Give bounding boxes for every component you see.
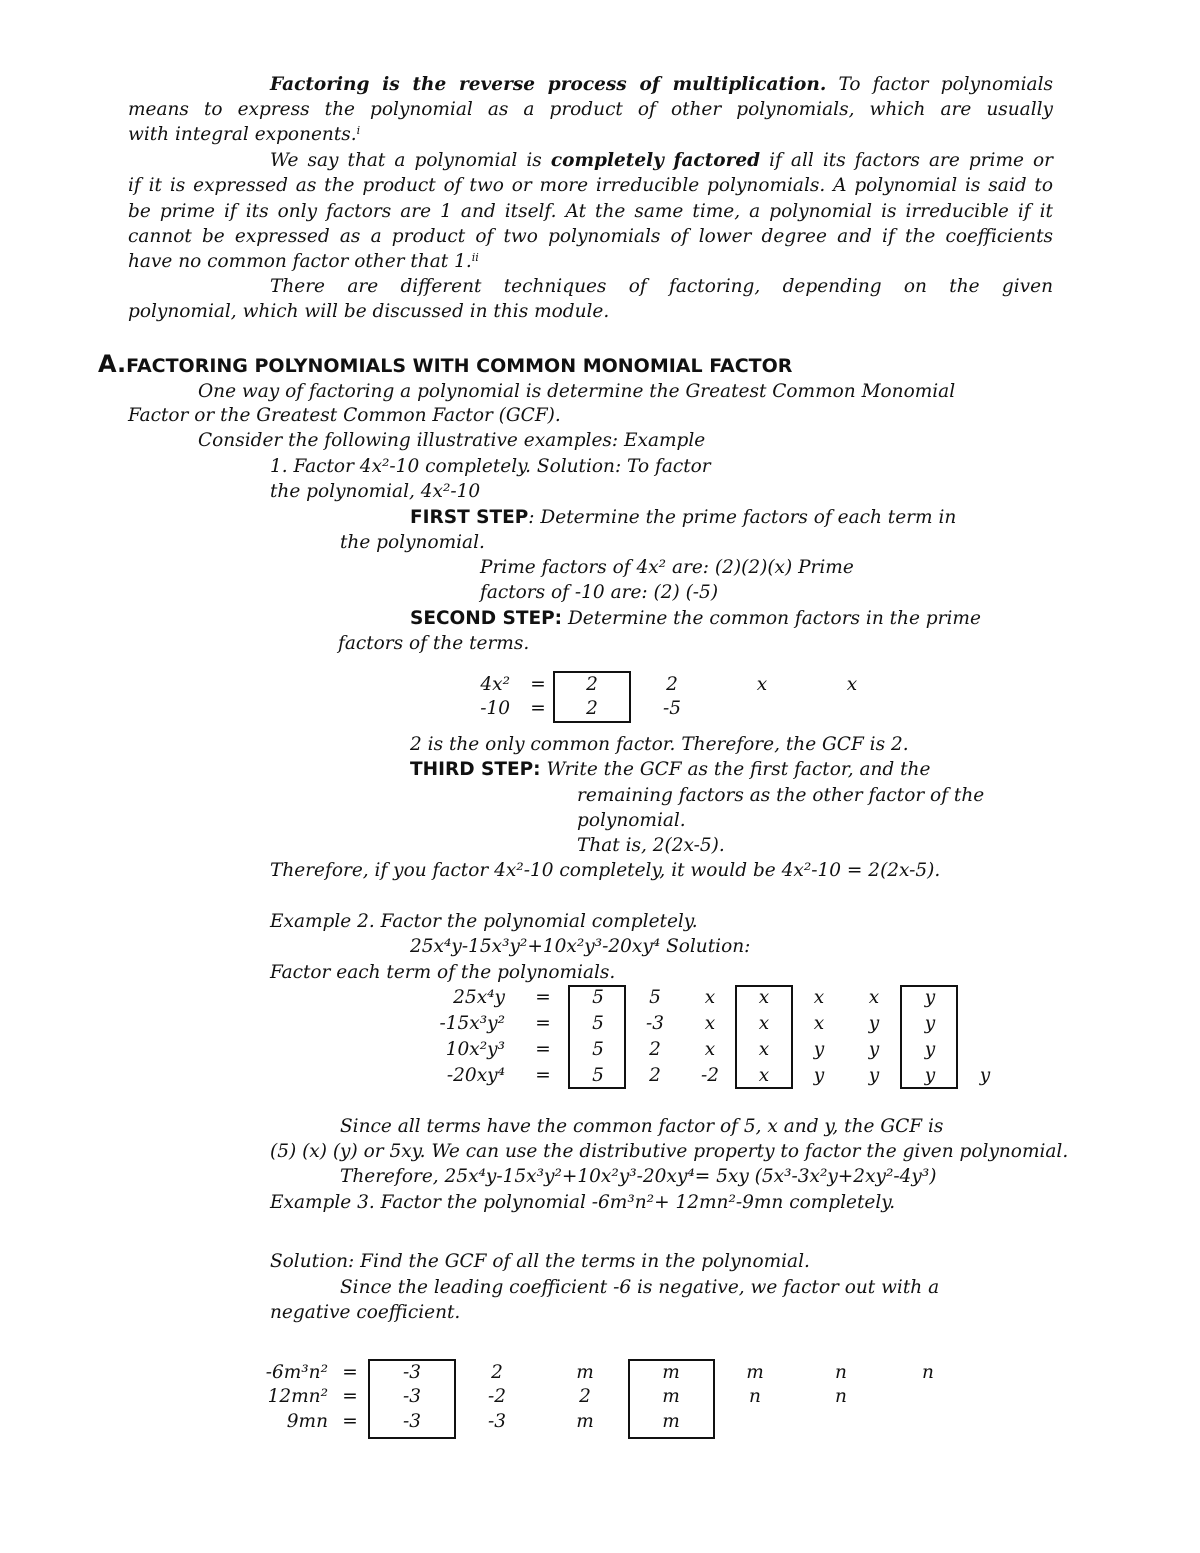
example-1-answer: Therefore, if you factor 4x²-10 completely, it would be 4x²-10 = 2(2x-5).	[270, 860, 941, 881]
intro-p2-line-5-text: have no common factor other that 1.	[128, 251, 472, 272]
t3-eq: =	[342, 1411, 358, 1432]
t3-cell: n	[749, 1386, 761, 1407]
example-2-since-line-2: (5) (x) (y) or 5xy. We can use the distributive property to factor the given polynomial.	[270, 1141, 1069, 1162]
second-step-label: SECOND STEP:	[410, 608, 563, 629]
example-3-solution: Solution: Find the GCF of all the terms in the polynomial.	[270, 1251, 810, 1272]
t2-term: 25x⁴y	[453, 987, 505, 1008]
t2-cell: y	[924, 1039, 936, 1060]
intro-line-1-rest: To factor polynomials	[826, 74, 1054, 95]
intro-p2-b: if all its factors are prime or	[760, 150, 1053, 171]
intro-p2-line-1	[128, 149, 1053, 173]
t2-cell: -2	[700, 1065, 720, 1086]
t2-cell: y	[868, 1013, 880, 1034]
example-2-instruction: Factor each term of the polynomials.	[270, 962, 616, 983]
t2-cell: y	[868, 1039, 880, 1060]
intro-p3-line-2: polynomial, which will be discussed in this module.	[128, 301, 610, 322]
t2-eq: =	[535, 1013, 551, 1034]
t2-cell: 5	[649, 987, 661, 1008]
intro-p2-line-3: be prime if its only factors are 1 and itself. At the same time, a polynomial is irreducible if it	[128, 201, 1053, 222]
t2-cell: x	[758, 987, 770, 1008]
t3-eq: =	[342, 1362, 358, 1383]
t3-cell: -3	[487, 1411, 507, 1432]
example-1-polynomial: the polynomial, 4x²-10	[270, 481, 481, 502]
example-3-leading-line-2: negative coefficient.	[270, 1302, 461, 1323]
t2-cell: 2	[649, 1065, 661, 1086]
prime-factors-line-2: factors of -10 are: (2) (-5)	[480, 582, 719, 603]
t2-eq: =	[535, 1065, 551, 1086]
t3-cell: m	[662, 1411, 680, 1432]
t3-term: -6m³n²	[265, 1362, 328, 1383]
t2-cell: y	[924, 1065, 936, 1086]
t2-eq: =	[535, 987, 551, 1008]
t2-cell: y	[924, 1013, 936, 1034]
t3-cell: n	[922, 1362, 934, 1383]
t3-cell: m	[576, 1362, 594, 1383]
section-a-heading	[98, 352, 792, 378]
t2-cell: y	[868, 1065, 880, 1086]
endnote-marker-i[interactable]: i	[356, 124, 361, 137]
t2-cell: -3	[645, 1013, 665, 1034]
first-step-label: FIRST STEP	[410, 507, 529, 528]
t3-eq: =	[342, 1386, 358, 1407]
second-step-text: Determine the common factors in the prime	[562, 608, 981, 629]
completely-factored-term: completely factored	[550, 150, 761, 171]
third-step-line	[410, 758, 930, 782]
section-a-line-2: Factor or the Greatest Common Factor (GCF).	[128, 405, 561, 426]
example-2-answer: Therefore, 25x⁴y-15x³y²+10x²y³-20xy⁴= 5xy (5x³-3x²y+2xy²-4y³)	[340, 1166, 937, 1187]
t1-cell: 2	[586, 698, 598, 719]
t3-cell: m	[662, 1362, 680, 1383]
t1-eq-2: =	[530, 698, 546, 719]
t3-cell: n	[835, 1362, 847, 1383]
t2-cell: x	[758, 1013, 770, 1034]
t2-cell: y	[813, 1039, 825, 1060]
intro-p2-line-5	[128, 250, 479, 274]
second-step-line-2: factors of the terms.	[338, 633, 530, 654]
t1-cell: 2	[666, 674, 678, 695]
t3-cell: 2	[491, 1362, 503, 1383]
t2-cell: x	[704, 1013, 716, 1034]
t2-cell: 5	[592, 1013, 604, 1034]
t3-term: 9mn	[286, 1411, 328, 1432]
t2-cell: y	[813, 1065, 825, 1086]
intro-line-3	[128, 123, 360, 147]
t2-cell: y	[924, 987, 936, 1008]
example-2-polynomial: 25x⁴y-15x³y²+10x²y³-20xy⁴ Solution:	[410, 936, 751, 957]
intro-p2-a: We say that a polynomial is	[270, 150, 551, 171]
t2-term: 10x²y³	[445, 1039, 505, 1060]
example-3-title: Example 3. Factor the polynomial -6m³n²+ 12mn²-9mn completely.	[270, 1192, 896, 1213]
section-a-title: FACTORING POLYNOMIALS WITH COMMON MONOMIAL FACTOR	[126, 355, 793, 377]
intro-p3-line-1: There are different techniques of factoring, depending on the given	[270, 276, 1053, 297]
t3-cell: 2	[579, 1386, 591, 1407]
example-3-leading-line-1: Since the leading coefficient -6 is negative, we factor out with a	[340, 1277, 940, 1298]
t1-term-2: -10	[480, 698, 510, 719]
t1-term-1: 4x²	[480, 674, 510, 695]
t2-eq: =	[535, 1039, 551, 1060]
t1-cell: -5	[662, 698, 682, 719]
example-2-since-line-1: Since all terms have the common factor of 5, x and y, the GCF is	[340, 1116, 944, 1137]
gcf-conclusion: 2 is the only common factor. Therefore, the GCF is 2.	[410, 734, 909, 755]
first-step-text: : Determine the prime factors of each term in	[528, 507, 957, 528]
t1-cell: 2	[586, 674, 598, 695]
t3-cell: -3	[402, 1411, 422, 1432]
t2-cell: 2	[649, 1039, 661, 1060]
t2-cell: x	[758, 1065, 770, 1086]
intro-line-3-text: with integral exponents.	[128, 124, 357, 145]
t1-cell: x	[756, 674, 768, 695]
third-step-line-2: remaining factors as the other factor of the	[577, 785, 985, 806]
t3-cell: -3	[402, 1386, 422, 1407]
first-step-line	[410, 506, 956, 530]
t2-term: -15x³y²	[439, 1013, 505, 1034]
intro-p2-line-4: cannot be expressed as a product of two polynomials of lower degree and if the coefficients	[128, 226, 1053, 247]
t1-cell: x	[846, 674, 858, 695]
section-a-line-1: One way of factoring a polynomial is determine the Greatest Common Monomial	[198, 381, 956, 402]
t2-term: -20xy⁴	[446, 1065, 505, 1086]
t3-cell: m	[746, 1362, 764, 1383]
intro-bold-definition: Factoring is the reverse process of multiplication.	[270, 74, 827, 95]
example-2-title: Example 2. Factor the polynomial completely.	[270, 911, 698, 932]
intro-line-2: means to express the polynomial as a product of other polynomials, which are usually	[128, 99, 1053, 120]
example-1-title: 1. Factor 4x²-10 completely. Solution: To factor	[270, 456, 711, 477]
third-step-text: Write the GCF as the first factor, and the	[540, 759, 931, 780]
third-step-line-3: polynomial.	[577, 810, 686, 831]
endnote-marker-ii[interactable]: ii	[471, 251, 479, 264]
first-step-line-2: the polynomial.	[340, 532, 485, 553]
t2-cell: x	[813, 1013, 825, 1034]
t1-eq-1: =	[530, 674, 546, 695]
t3-cell: n	[835, 1386, 847, 1407]
t2-cell: x	[868, 987, 880, 1008]
t2-cell: 5	[592, 1039, 604, 1060]
t3-cell: m	[662, 1386, 680, 1407]
t2-cell: x	[813, 987, 825, 1008]
prime-factors-line-1: Prime factors of 4x² are: (2)(2)(x) Prime	[480, 557, 854, 578]
t3-cell: -3	[402, 1362, 422, 1383]
third-step-line-4: That is, 2(2x-5).	[577, 835, 725, 856]
intro-p2-line-2: if it is expressed as the product of two or more irreducible polynomials. A polynomial is said to	[128, 175, 1053, 196]
t3-cell: -2	[487, 1386, 507, 1407]
section-a-letter: A.	[98, 350, 127, 378]
second-step-line	[410, 607, 981, 631]
t2-cell: x	[704, 1039, 716, 1060]
t2-cell: 5	[592, 987, 604, 1008]
t2-cell: y	[979, 1065, 991, 1086]
t2-cell: x	[758, 1039, 770, 1060]
section-a-line-3: Consider the following illustrative examples: Example	[198, 430, 706, 451]
t2-cell: x	[704, 987, 716, 1008]
t3-cell: m	[576, 1411, 594, 1432]
t3-term: 12mn²	[267, 1386, 328, 1407]
t2-cell: 5	[592, 1065, 604, 1086]
intro-line-1	[128, 73, 1053, 97]
third-step-label: THIRD STEP:	[410, 759, 541, 780]
